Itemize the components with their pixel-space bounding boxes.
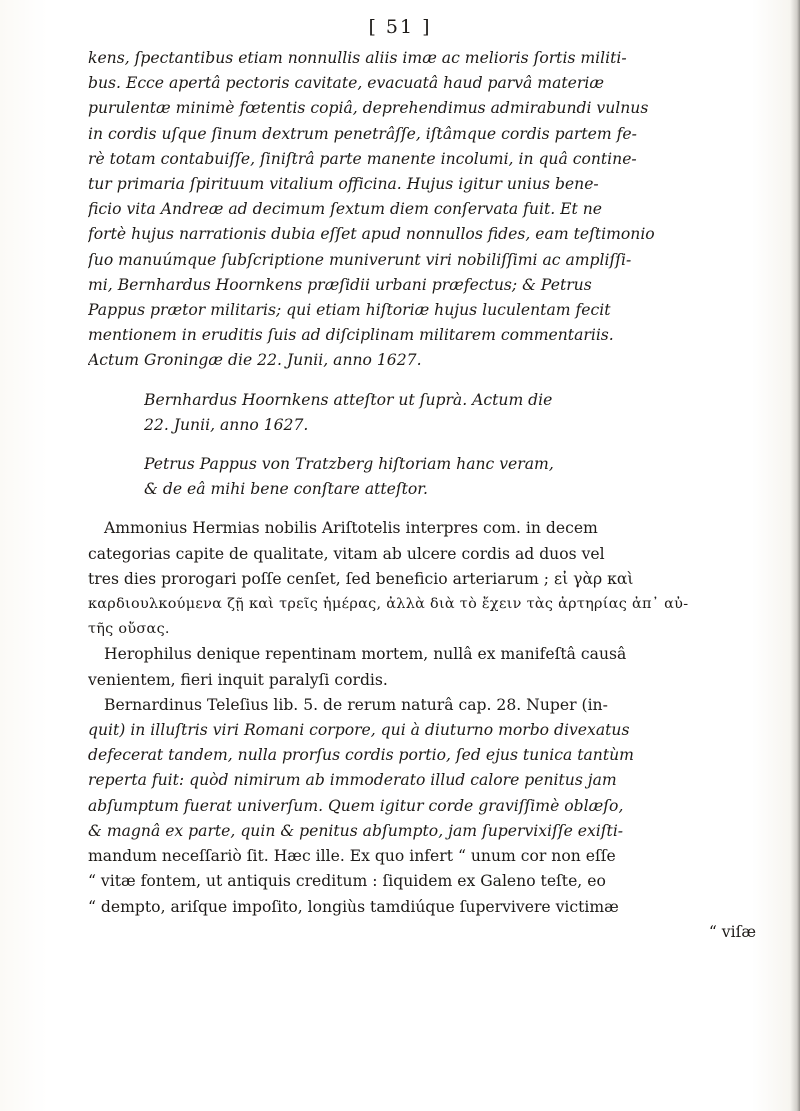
text-line: mi, Bernhardus Hoornkens præſidii urbani præfectus; & Petrus bbox=[88, 275, 592, 294]
text-line: quit) in illuſtris viri Romani corpore, qui à diuturno morbo divexatus bbox=[88, 721, 630, 740]
text-line: & de eâ mihi bene conſtare atteſtor. bbox=[144, 480, 429, 499]
spacer bbox=[88, 374, 760, 388]
text-line: Actum Groningæ die 22. Junii, anno 1627. bbox=[88, 351, 422, 370]
greek-text-line: καρδιουλκούμενα ζῇ καὶ τρεῖς ἡμέρας, ἀλλὰ διὰ τὸ ἔχειν τὰς ἀρτηρίας ἀπ᾽ αὐ- bbox=[88, 596, 689, 613]
text-line: Ammonius Hermias nobilis Ariſtotelis interpres com. in decem bbox=[104, 519, 598, 538]
signature-pappus bbox=[88, 452, 760, 502]
text-line: Petrus Pappus von Tratzberg hiſtoriam hanc veram, bbox=[144, 455, 554, 474]
text-line: reperta fuit: quòd nimirum ab immoderato illud calore penitus jam bbox=[88, 771, 617, 790]
paragraph-herophilus bbox=[88, 642, 760, 692]
text-line: tres dies prorogari poſſe cenſet, ſed beneficio arteriarum ; εἰ γὰρ καὶ bbox=[88, 569, 634, 588]
spacer bbox=[88, 502, 760, 516]
page-edge-shadow bbox=[790, 0, 800, 1111]
paragraph-testimony bbox=[88, 46, 760, 374]
text-line: defecerat tandem, nulla prorſus cordis portio, ſed ejus tunica tantùm bbox=[88, 746, 634, 765]
text-line: abſumptum fuerat univerſum. Quem igitur corde graviſſimè oblæſo, bbox=[88, 796, 624, 815]
text-line: tur primaria ſpirituum vitalium officina. Hujus igitur unius bene- bbox=[88, 175, 599, 194]
text-line: “ vitæ fontem, ut antiquis creditum : ſiquidem ex Galeno teſte, eo bbox=[88, 872, 606, 891]
text-line: Bernardinus Teleſius lib. 5. de rerum naturâ cap. 28. Nuper (in- bbox=[104, 695, 608, 714]
text-line: Bernhardus Hoornkens atteſtor ut ſuprà. Actum die bbox=[144, 390, 553, 409]
text-line: ficio vita Andreæ ad decimum ſextum diem conſervata fuit. Et ne bbox=[88, 200, 602, 219]
page-number: [ 51 ] bbox=[368, 16, 432, 38]
catchword: “ viſæ bbox=[708, 922, 756, 941]
text-line: “ dempto, ariſque impoſito, longiùs tamdiúque ſupervivere victimæ bbox=[88, 897, 619, 916]
text-line: categorias capite de qualitate, vitam ab ulcere cordis ad duos vel bbox=[88, 544, 605, 563]
greek-text-line: τῆς οὔσας. bbox=[88, 621, 170, 638]
text-line: purulentæ minimè fœtentis copiâ, deprehendimus admirabundi vulnus bbox=[88, 99, 649, 118]
paragraph-ammonius bbox=[88, 516, 760, 642]
text-line: 22. Junii, anno 1627. bbox=[144, 415, 309, 434]
text-line: & magnâ ex parte, quin & penitus abſumpto, jam ſupervixiſſe exiſti- bbox=[88, 821, 624, 840]
spacer bbox=[88, 438, 760, 452]
text-line: ſuo manuúmque ſubſcriptione muniverunt viri nobiliſſimi ac ampliſſi- bbox=[88, 250, 632, 269]
paragraph-telesius bbox=[88, 693, 760, 920]
text-line: kens, ſpectantibus etiam nonnullis aliis imæ ac melioris ſortis militi- bbox=[88, 49, 627, 67]
text-line: fortè hujus narrationis dubia eſſet apud nonnullos fides, eam teſtimonio bbox=[88, 225, 655, 244]
text-line: mandum neceſſariò ſit. Hæc ille. Ex quo infert “ unum cor non eſſe bbox=[88, 847, 616, 866]
signature-hoornkens bbox=[88, 388, 760, 438]
text-line: bus. Ecce apertâ pectoris cavitate, evacuatâ haud parvâ materiæ bbox=[88, 74, 604, 93]
text-line: rè totam contabuiſſe, ſiniſtrâ parte manente incolumi, in quâ contine- bbox=[88, 149, 637, 168]
text-line: venientem, fieri inquit paralyſi cordis. bbox=[88, 670, 388, 689]
text-line: in cordis uſque ſinum dextrum penetrâſſe, iſtâmque cordis partem fe- bbox=[88, 124, 637, 143]
text-line: mentionem in eruditis ſuis ad diſciplinam militarem commentariis. bbox=[88, 326, 614, 345]
text-line: Pappus prætor militaris; qui etiam hiſtoriæ hujus luculentam fecit bbox=[88, 301, 611, 320]
text-line: Herophilus denique repentinam mortem, nullâ ex manifeſtâ causâ bbox=[104, 645, 627, 664]
text-block bbox=[88, 46, 760, 945]
